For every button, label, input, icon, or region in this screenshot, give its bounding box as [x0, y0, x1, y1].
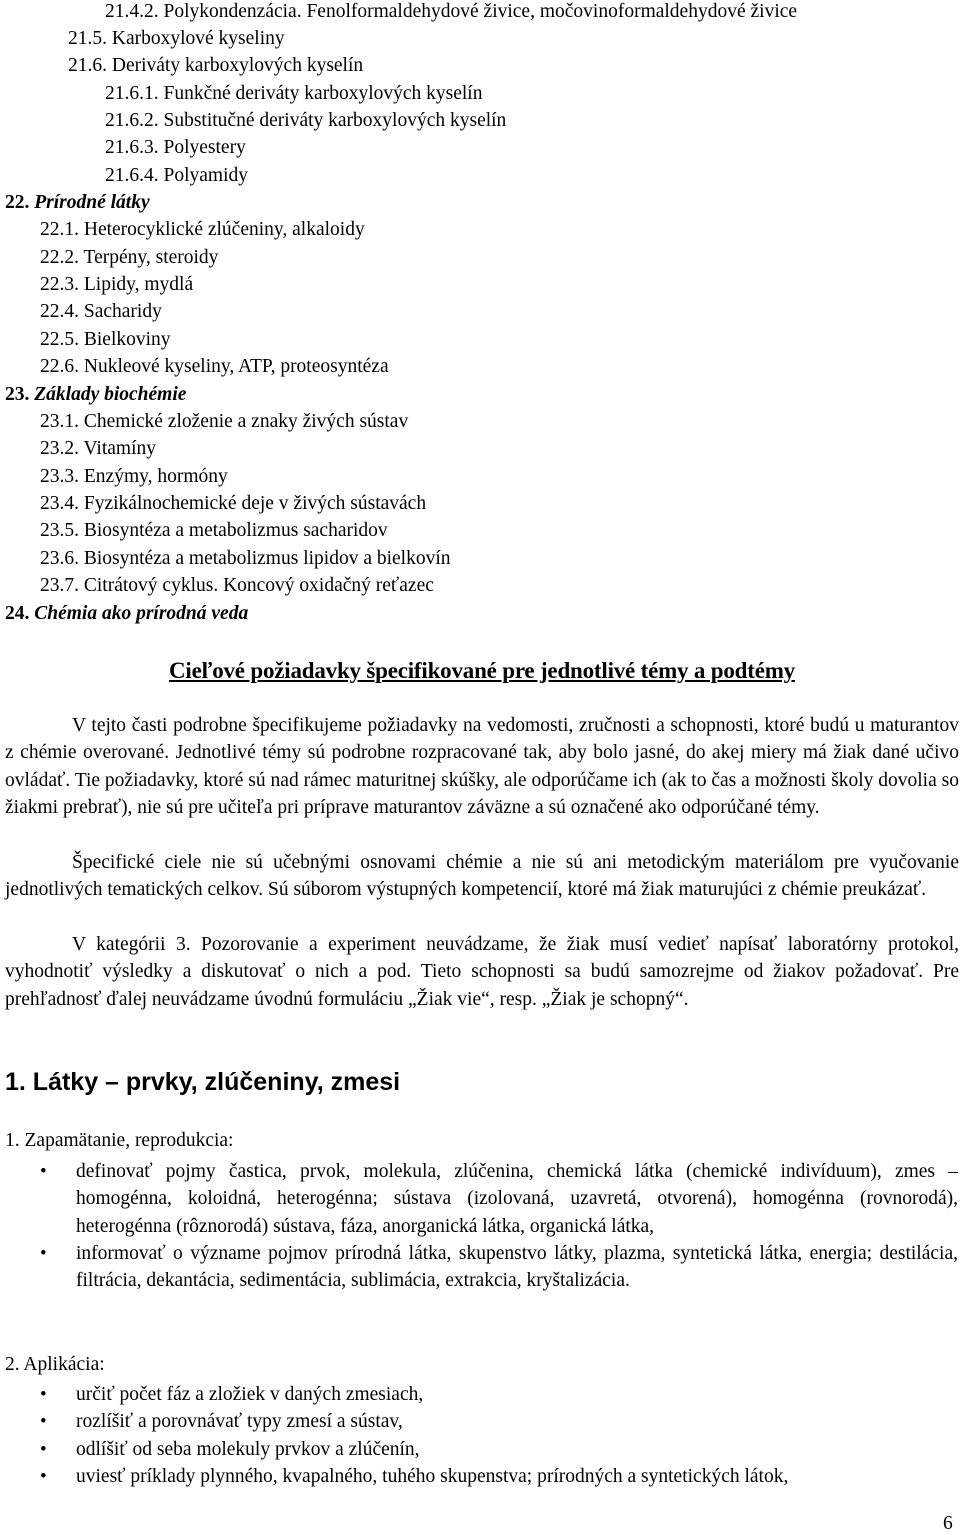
toc-line: 22.2. Terpény, steroidy: [40, 247, 219, 268]
section-title: Cieľové požiadavky špecifikované pre jednotlivé témy a podtémy: [169, 658, 795, 683]
subheading-reproduction: 1. Zapamätanie, reprodukcia:: [5, 1130, 234, 1151]
toc-line: 21.5. Karboxylové kyseliny: [68, 28, 285, 49]
toc-line: 23.3. Enzýmy, hormóny: [40, 466, 228, 487]
toc-line: 23.1. Chemické zloženie a znaky živých sústav: [40, 411, 409, 432]
subheading-application: 2. Aplikácia:: [5, 1354, 105, 1375]
toc-line: 24. Chémia ako prírodná veda: [5, 603, 249, 624]
toc-line: 21.6.4. Polyamidy: [105, 165, 249, 186]
toc-line: 23.6. Biosyntéza a metabolizmus lipidov a bielkovín: [40, 548, 451, 569]
toc-line: 22.4. Sacharidy: [40, 301, 162, 322]
application-list: [0, 1381, 960, 1490]
toc-line: 23.5. Biosyntéza a metabolizmus sacharidov: [40, 520, 388, 541]
bullet-icon: •: [40, 1411, 47, 1433]
reproduction-list: [0, 1158, 960, 1294]
list-item: • určiť počet fáz a zložiek v daných zmesiach,: [0, 1381, 960, 1408]
list-item: • definovať pojmy častica, prvok, molekula, zlúčenina, chemická látka (chemické indivíduum), zmes – homogénna, koloidná, heterogénna; sústava (izolovaná, uzavretá, otvorená), homogénna (rovnorodá), heterogénna (rôznorodá) sústava, fáza, anorganická látka, organická látka,: [0, 1158, 960, 1240]
bullet-icon: •: [40, 1465, 47, 1487]
toc-line: 23.2. Vitamíny: [40, 438, 157, 459]
toc-line: 22. Prírodné látky: [5, 192, 150, 213]
bullet-icon: •: [40, 1384, 47, 1405]
toc-line: 23.7. Citrátový cyklus. Koncový oxidačný reťazec: [40, 575, 434, 596]
intro-paragraph-3: V kategórii 3. Pozorovanie a experiment neuvádzame, že žiak musí vedieť napísať laboratórny protokol, vyhodnotiť výsledky a diskutovať o nich a pod. Tieto schopnosti sa budú samozrejme od žiakov požadovať. Pre prehľadnosť ďalej neuvádzame úvodnú formuláciu „Žiak vie“, resp. „Žiak je schopný“.: [5, 934, 959, 1010]
intro-paragraph-1: V tejto časti podrobne špecifikujeme požiadavky na vedomosti, zručnosti a schopnosti, ktoré budú u maturantov z chémie overované. Jednotlivé témy sú podrobne rozpracované tak, aby bolo jasné, do akej miery má žiak dané učivo ovládať. Tie požiadavky, ktoré sú nad rámec maturitnej skúšky, ale odporúčame ich (ak to čas a možnosti školy dovolia so žiakmi prebrať), nie sú pre učiteľa pri príprave maturantov záväzne a sú označené ako odporúčané témy.: [5, 715, 959, 818]
toc-line: 21.4.2. Polykondenzácia. Fenolformaldehydové živice, močovinoformaldehydové živice: [105, 1, 798, 22]
bullet-icon: •: [40, 1161, 47, 1182]
bullet-icon: •: [40, 1242, 47, 1264]
toc-line: 22.1. Heterocyklické zlúčeniny, alkaloidy: [40, 219, 365, 240]
toc-line: 22.6. Nukleové kyseliny, ATP, proteosyntéza: [40, 356, 389, 377]
intro-paragraph-2: Špecifické ciele nie sú učebnými osnovami chémie a nie sú ani metodickým materiálom pre vyučovanie jednotlivých tematických celkov. Sú súborom výstupných kompetencií, ktoré má žiak maturujúci z chémie preukázať.: [5, 852, 959, 901]
toc-line: 22.3. Lipidy, mydlá: [40, 274, 194, 295]
toc-line: 21.6.2. Substitučné deriváty karboxylových kyselín: [105, 110, 507, 131]
list-item: • informovať o význame pojmov prírodná látka, skupenstvo látky, plazma, syntetická látka, energia; destilácia, filtrácia, dekantácia, sedimentácia, sublimácia, extrakcia, kryštalizácia.: [0, 1240, 960, 1295]
toc-line: 21.6. Deriváty karboxylových kyselín: [68, 55, 364, 76]
list-item: • uviesť príklady plynného, kvapalného, tuhého skupenstva; prírodných a syntetických látok,: [0, 1463, 960, 1490]
toc-line: 23.4. Fyzikálnochemické deje v živých sústavách: [40, 493, 427, 514]
toc-line: 22.5. Bielkoviny: [40, 329, 171, 350]
chapter-heading: 1. Látky – prvky, zlúčeniny, zmesi: [5, 1068, 401, 1096]
list-item: • rozlíšiť a porovnávať typy zmesí a sústav,: [0, 1408, 960, 1435]
toc-line: 23. Základy biochémie: [5, 384, 187, 405]
toc-line: 21.6.3. Polyestery: [105, 137, 246, 158]
list-item: • odlíšiť od seba molekuly prvkov a zlúčenín,: [0, 1436, 960, 1463]
page-number: 6: [943, 1513, 953, 1534]
bullet-icon: •: [40, 1438, 47, 1460]
toc-line: 21.6.1. Funkčné deriváty karboxylových kyselín: [105, 83, 483, 104]
